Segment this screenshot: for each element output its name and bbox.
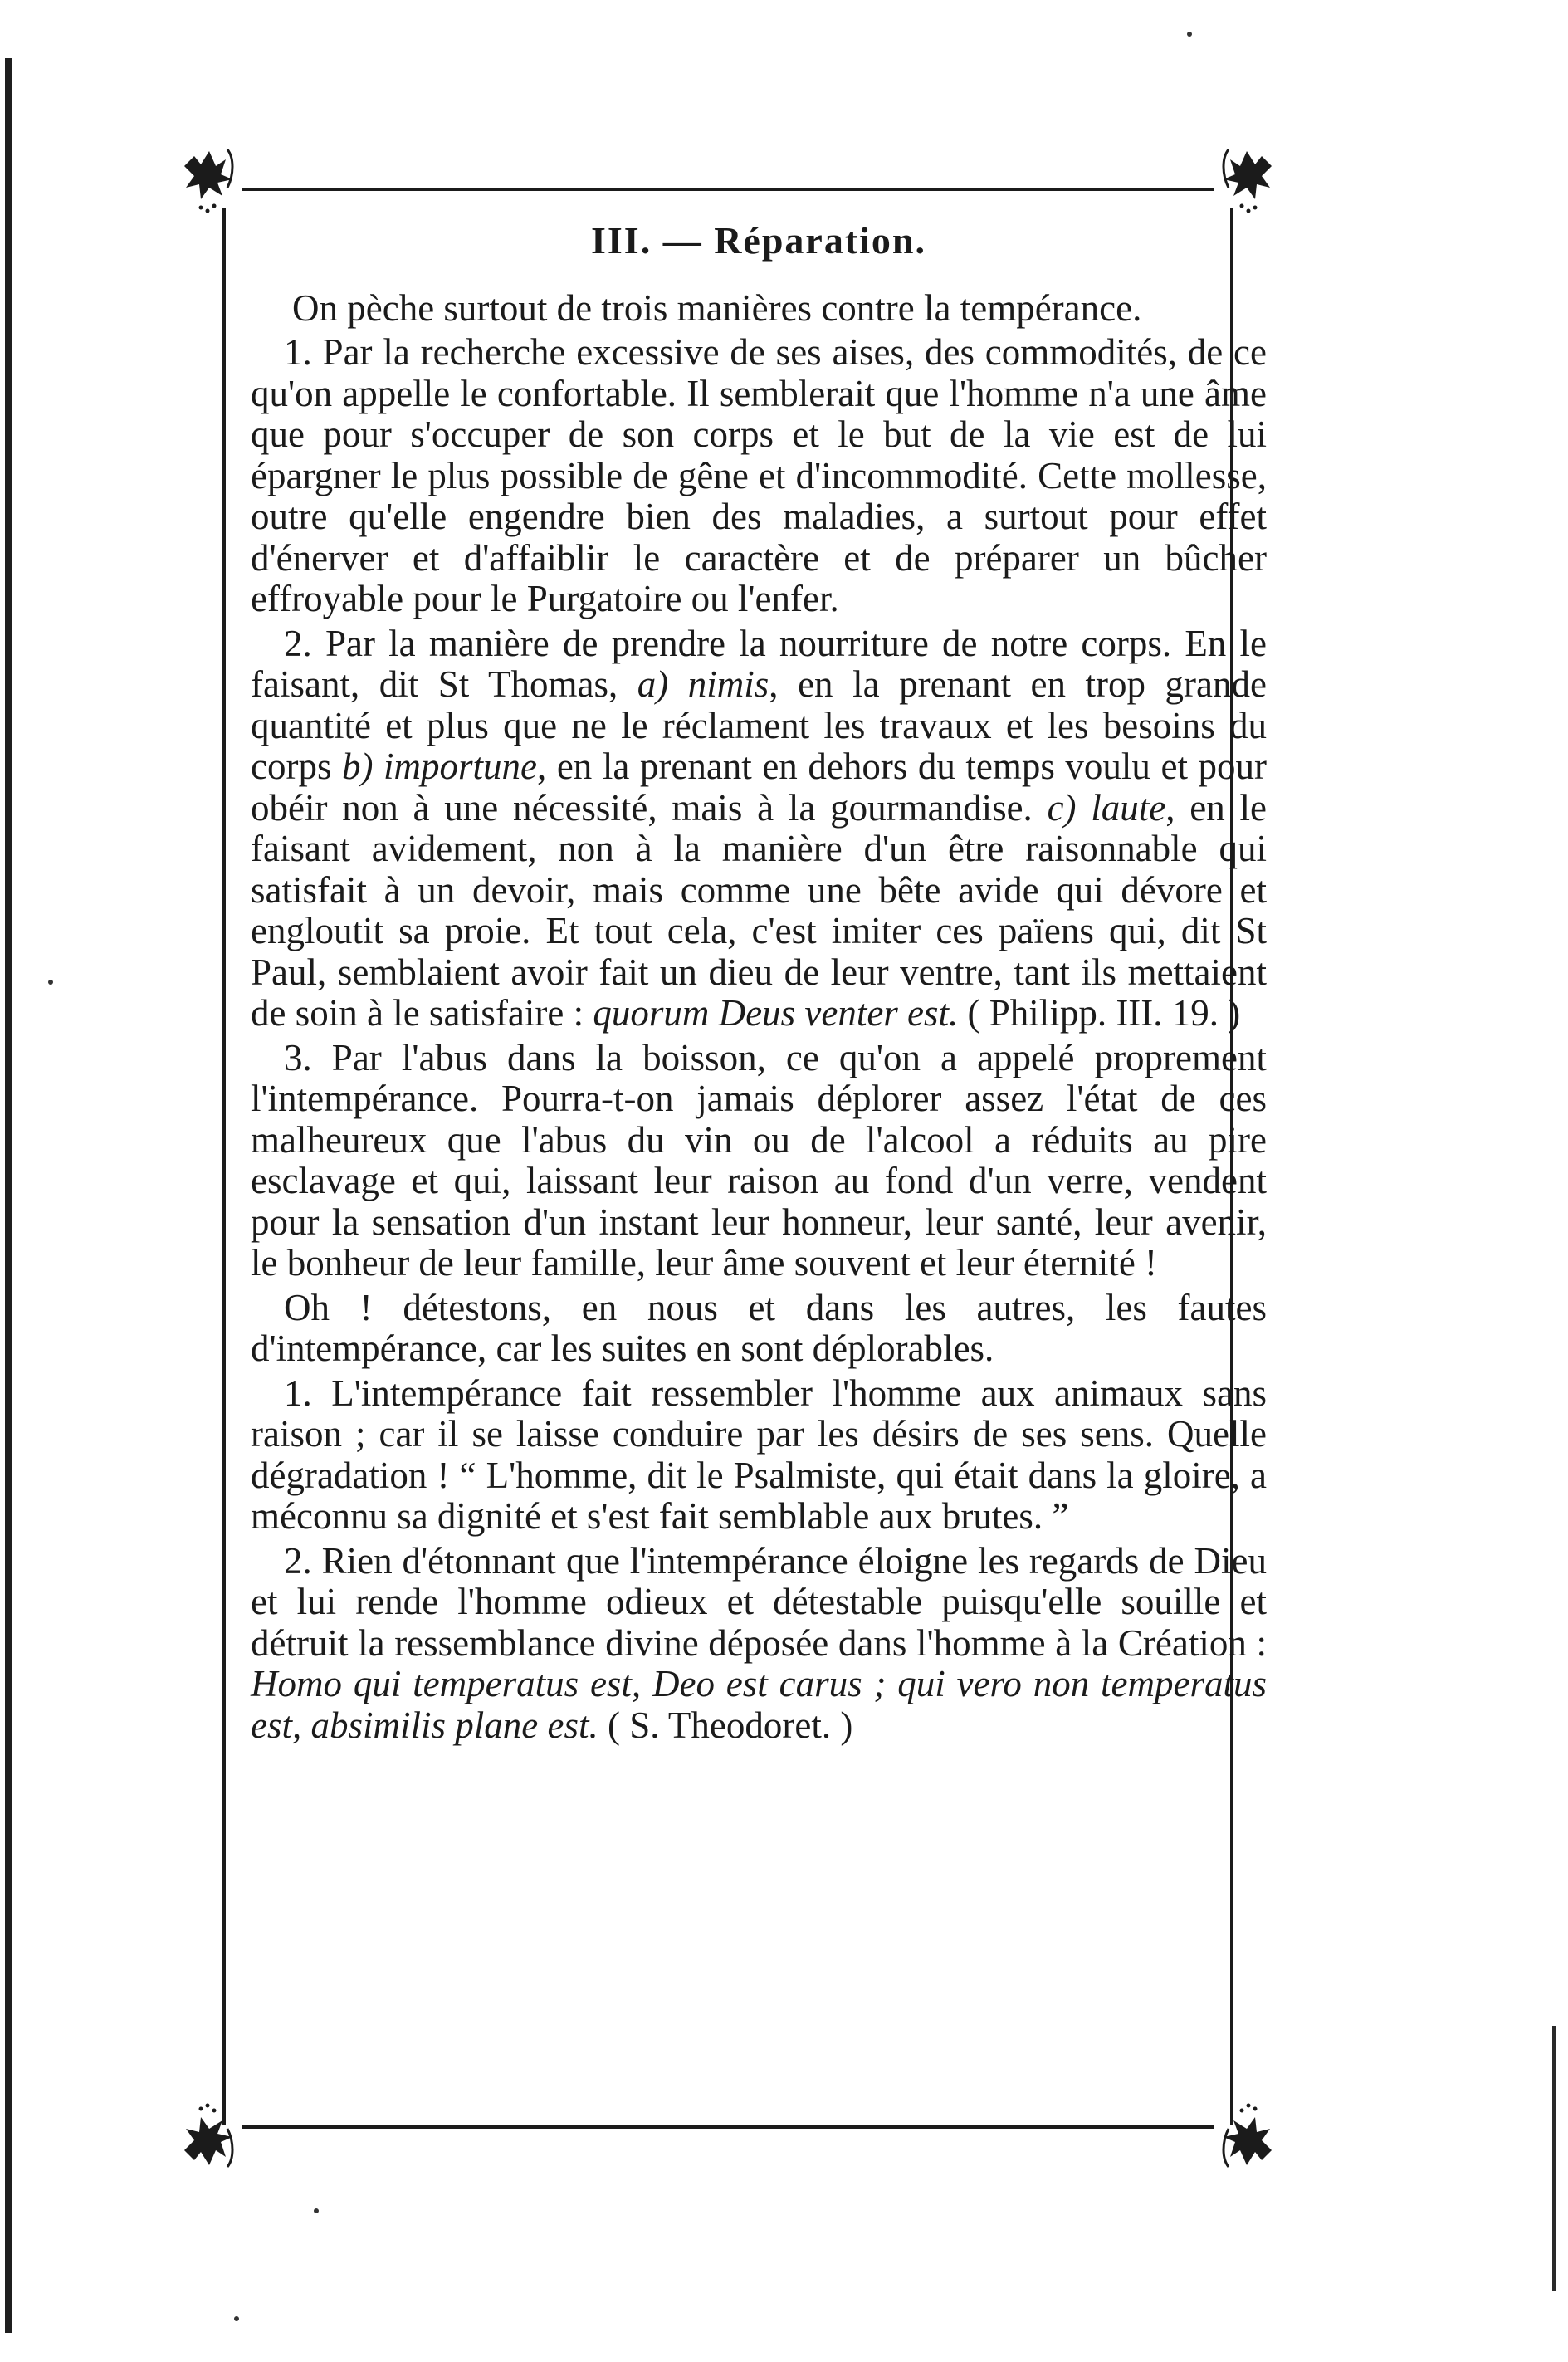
latin-term: a) nimis (637, 663, 769, 705)
scan-edge-mark (1552, 2026, 1556, 2291)
text-run: , en le faisant avidement, non à la manière d'un être raisonnable qui satisfait à un devoir, mais comme une bête avide qui dévore et engloutit sa proie. Et tout cela, c'est imiter ces païens qui, dit St Paul, semblaient avoir fait un dieu de leur ventre, tant ils mettaient de soin à le satisfaire : (251, 786, 1268, 1034)
scan-speck (234, 2316, 239, 2321)
text-run: , en la prenant en dehors du temps voulu et pour obéir non à une nécessité, mais à la gourmandise. (251, 746, 1267, 829)
corner-ornament-top-left (176, 141, 251, 216)
citation: ( S. Theodoret. ) (598, 1704, 853, 1746)
latin-quote: Homo qui temperatus est, Deo est carus ; qui vero non temperatus est, absimilis plane est. (251, 1663, 1267, 1746)
paragraph-point-1: 1. Par la recherche excessive de ses aises, des commodités, de ce qu'on appelle le confortable. Il semblerait que l'homme n'a une âme que pour s'occuper de son corps et le but de la vie est de lui épargner le plus possible de gêne et d'incommodité. Cette mollesse, outre qu'elle engendre bien des maladies, a surtout pour effet d'énerver et d'affaiblir le caractère et de préparer un bûcher effroyable pour le Purgatoire ou l'enfer. (251, 331, 1267, 619)
text-run: 2. Rien d'étonnant que l'intempérance éloigne les regards de Dieu et lui rende l'homme odieux et détestable puisqu'elle souille et détruit la ressemblance divine déposée dans l'homme à la Création : (251, 1539, 1267, 1664)
corner-ornament-bottom-right (1205, 2100, 1280, 2175)
exhortation-paragraph: Oh ! détestons, en nous et dans les autres, les fautes d'intempérance, car les suites en sont déplorables. (251, 1286, 1267, 1369)
intro-paragraph: On pèche surtout de trois manières contre la tempérance. (292, 286, 1142, 329)
section-heading: III. — Réparation. (590, 219, 927, 262)
latin-quote: quorum Deus venter est. (593, 992, 959, 1034)
frame-left-rule (222, 208, 226, 2125)
text-run: 2. Par la manière de prendre la nourriture de notre corps. En le faisant, dit St Thomas, (251, 622, 1267, 705)
page-body (251, 203, 1267, 1749)
paragraph-point-2 (251, 624, 1267, 1034)
citation: ( Philipp. III. 19. ) (958, 992, 1241, 1034)
scan-speck (314, 2208, 319, 2213)
scan-edge-mark (5, 58, 12, 2333)
text-run: , en la prenant en trop grande quantité et plus que ne le réclament les travaux et les besoins du corps (251, 663, 1267, 787)
paragraph-point-3: 3. Par l'abus dans la boisson, ce qu'on a appelé proprement l'intempérance. Pourra-t-on jamais déplorer assez l'état de ces malheureux que l'abus du vin ou de l'alcool a réduits au pire esclavage et qui, laissant leur raison au fond d'un verre, vendent pour la sensation d'un instant leur honneur, leur santé, leur avenir, le bonheur de leur famille, leur âme souvent et leur éternité ! (251, 1036, 1267, 1284)
latin-term: c) laute (1047, 786, 1166, 829)
corner-ornament-bottom-left (176, 2100, 251, 2175)
paragraph-consequence-2 (251, 1541, 1267, 1747)
scan-speck (1187, 32, 1192, 37)
paragraph-consequence-1: 1. L'intempérance fait ressembler l'homme aux animaux sans raison ; car il se laisse conduire par les désirs de ses sens. Quelle dégradation ! “ L'homme, dit le Psalmiste, qui était dans la gloire, a méconnu sa dignité et s'est fait semblable aux brutes. ” (251, 1372, 1267, 1537)
frame-top-rule (242, 188, 1214, 191)
scan-speck (48, 980, 53, 985)
latin-term: b) importune (342, 746, 538, 787)
frame-bottom-rule (242, 2125, 1214, 2129)
